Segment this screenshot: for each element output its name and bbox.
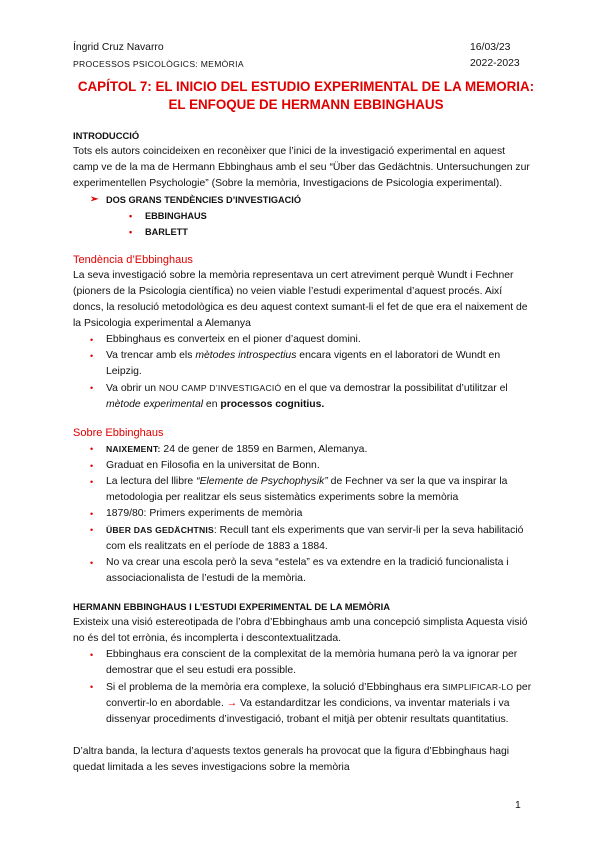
tendencia-list [73, 332, 533, 413]
tendencies-list [73, 208, 533, 240]
estudi-list [73, 647, 533, 728]
list-item: • Ebbinghaus es converteix en el pioner d’aquest domini. [73, 332, 533, 348]
closing-paragraph: D’altra banda, la lectura d’aquests textos generals ha provocat que la figura d’Ebbinghaus hagi quedat limitada a les seves investigacions sobre la memòria [73, 746, 510, 773]
header-year: 2022-2023 [470, 58, 520, 69]
arrow-bullet-icon: ➢ [90, 194, 99, 205]
sobre-list [73, 441, 533, 587]
list-item: • No va crear una escola però la seva “estela” es va extendre en la tradició funcionalista i associacionalista de l’estudi de la memòria. [73, 555, 533, 587]
section-heading-tendencia: Tendència d’Ebbinghaus [73, 254, 193, 266]
document-body [73, 128, 533, 776]
arrow-right-icon: → [226, 698, 238, 709]
intro-paragraph: Tots els autors coincideixen en reconèixer que l’inici de la investigació experimental en aquest camp ve de la ma de Hermann Ebbinghaus amb el seu “Über das Gedächtnis. Untersuchungen zur experimentellen Psychologie” (Sobre la memòria, Investigacions de Psicologia experimental). [73, 146, 530, 189]
header-subject: PROCESSOS PSICOLÒGICS: MEMÒRIA [73, 59, 244, 69]
intro-heading: INTRODUCCIÓ [73, 130, 140, 141]
header-author: Íngrid Cruz Navarro [73, 42, 164, 53]
list-item: • ÜBER DAS GEDÄCHTNIS: Recull tant els experiments que van servir-li per la seva habilitació com els realitzats en el període de 1883 a 1884. [73, 522, 533, 555]
header-date: 16/03/23 [470, 42, 511, 53]
section-heading-sobre: Sobre Ebbinghaus [73, 427, 164, 439]
list-item: • Si el problema de la memòria era complexe, la solució d’Ebbinghaus era SIMPLIFICAR-LO per convertir-lo en abordable. → Va estandarditzar les condicions, va inventar materials i va dissenyar procediments d’investigació, trobant el mitjà per obtenir resultats quantitatius. [73, 679, 533, 728]
list-item: • EBBINGHAUS [73, 208, 533, 224]
list-item: • Ebbinghaus era conscient de la complexitat de la memòria humana però la va ignorar per demostrar que el seu estudi era possible. [73, 647, 533, 679]
page-title: CAPÍTOL 7: EL INICIO DEL ESTUDIO EXPERIMENTAL DE LA MEMORIA: EL ENFOQUE DE HERMANN EBBINGHAUS [77, 79, 535, 112]
estudi-paragraph: Existeix una visió estereotipada de l’obra d’Ebbinghaus amb una concepció simplista Aquesta visió no és del tot errònia, és incomplerta i descontextualitzada. [73, 617, 528, 644]
list-item: • NAIXEMENT: 24 de gener de 1859 en Barmen, Alemanya. [73, 441, 533, 458]
list-item: • BARLETT [73, 224, 533, 240]
list-item: • Va obrir un NOU CAMP D’INVESTIGACIÓ en el que va demostrar la possibilitat d’utilitzar el mètode experimental en processos cognitius. [73, 380, 533, 413]
tendencies-label: ➢ DOS GRANS TENDÈNCIES D’INVESTIGACIÓ [73, 192, 533, 208]
list-item: • Graduat en Filosofia en la universitat de Bonn. [73, 458, 533, 474]
page-number: 1 [515, 800, 521, 811]
section-heading-estudi: HERMANN EBBINGHAUS I L’ESTUDI EXPERIMENTAL DE LA MEMÒRIA [73, 601, 391, 612]
list-item: • La lectura del llibre “Elemente de Psychophysik” de Fechner va ser la que va inspirar la metodologia per realitzar els seus sistemàtics experiments sobre la memòria [73, 474, 533, 506]
tendencia-paragraph: La seva investigació sobre la memòria representava un cert atreviment perquè Wundt i Fechner (pioners de la Psicologia científica) no veien viable l’estudi experimental d’aquest procés. Així doncs, la resolució metodològica es deu aquest context sumant-li el fet de que era el naixement de la Psicologia experimental a Alemanya [73, 270, 528, 329]
list-item: • Va trencar amb els mètodes introspectius encara vigents en el laboratori de Wundt en Leipzig. [73, 348, 533, 380]
list-item: • 1879/80: Primers experiments de memòria [73, 506, 533, 522]
